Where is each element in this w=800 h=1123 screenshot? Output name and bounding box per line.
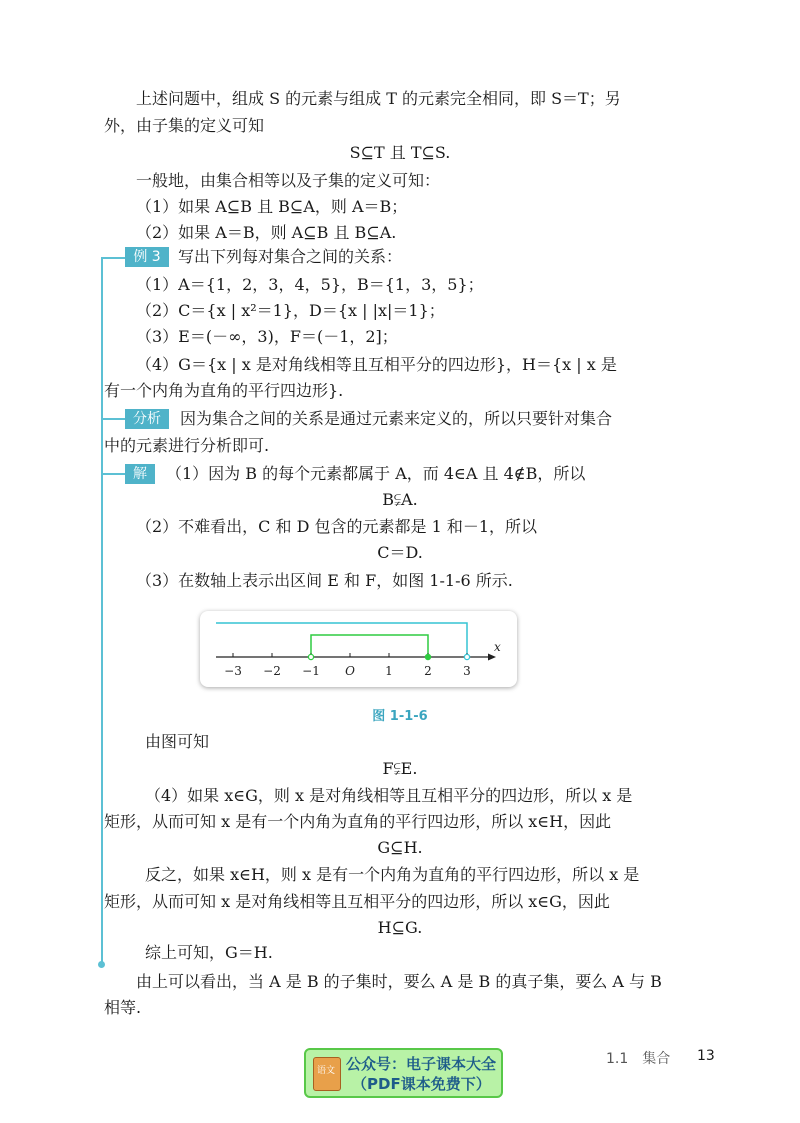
solution-line: 矩形，从而可知 x 是有一个内角为直角的平行四边形，所以 x∈H，因此 <box>104 812 612 831</box>
interval-f <box>311 635 428 657</box>
paragraph-line: （1）如果 A⊆B 且 B⊆A，则 A＝B； <box>136 197 408 216</box>
example-item: （2）C＝{x | x²＝1}，D＝{x | |x|＝1}； <box>136 301 445 320</box>
solution-line: 矩形，从而可知 x 是对角线相等且互相平分的四边形，所以 x∈G，因此 <box>104 892 610 911</box>
solution-line: （2）不难看出，C 和 D 包含的元素都是 1 和－1，所以 <box>136 517 538 536</box>
paragraph-line: 外，由子集的定义可知 <box>104 116 265 135</box>
display-equation: G⊆H. <box>377 838 423 857</box>
tick-label: 2 <box>424 664 432 678</box>
number-line-figure <box>200 611 517 687</box>
solution-line: 反之，如果 x∈H，则 x 是有一个内角为直角的平行四边形，所以 x 是 <box>145 865 640 884</box>
endpoint-closed <box>425 654 430 659</box>
tick-label: 1 <box>385 664 393 678</box>
analysis-connector <box>101 418 125 420</box>
endpoint-open <box>308 654 313 659</box>
closing-line: 由上可以看出，当 A 是 B 的子集时，要么 A 是 B 的真子集，要么 A 与 B <box>136 972 662 991</box>
analysis-line: 中的元素进行分析即可. <box>104 436 270 455</box>
solution-tag: 解 <box>125 464 155 484</box>
example-item: 有一个内角为直角的平行四边形}. <box>104 381 344 400</box>
endpoint-open <box>464 654 469 659</box>
display-equation: B⫋A. <box>382 490 418 509</box>
interval-e <box>216 623 467 657</box>
watermark-line2: （PDF课本免费下） <box>352 1075 491 1093</box>
solution-line: （3）在数轴上表示出区间 E 和 F，如图 1-1-6 所示. <box>136 571 513 590</box>
solution-line: （4）如果 x∈G，则 x 是对角线相等且互相平分的四边形，所以 x 是 <box>145 786 633 805</box>
axis-label: x <box>494 640 501 654</box>
tick-label: −2 <box>263 664 281 678</box>
watermark-line1: 公众号：电子课本大全 <box>346 1055 497 1073</box>
solution-conclusion: 综上可知，G＝H. <box>145 943 273 962</box>
number-line-chart <box>200 611 517 687</box>
solution-line: （1）因为 B 的每个元素都属于 A，而 4∈A 且 4∉B，所以 <box>166 464 586 483</box>
figure-caption: 图 1-1-6 <box>372 709 428 724</box>
tick-label: −1 <box>302 664 320 678</box>
solution-line: 由图可知 <box>145 732 210 751</box>
solution-connector <box>101 473 125 475</box>
tick-label: 3 <box>463 664 471 678</box>
paragraph-line: 一般地，由集合相等以及子集的定义可知： <box>136 171 441 190</box>
example-item: （3）E＝(－∞，3)，F＝(－1，2]； <box>136 327 398 346</box>
display-equation: F⫋E. <box>382 759 418 778</box>
display-equation: H⊆G. <box>377 918 423 937</box>
analysis-line: 因为集合之间的关系是通过元素来定义的，所以只要针对集合 <box>180 409 613 428</box>
example-tag: 例 3 <box>125 247 169 267</box>
tick-label: −3 <box>224 664 242 678</box>
page-number: 13 <box>697 1048 715 1064</box>
example-connector <box>101 257 125 259</box>
section-label: 1.1 集合 <box>606 1051 671 1067</box>
book-icon: 语文 <box>313 1057 341 1091</box>
example-item: （1）A＝{1，2，3，4，5}，B＝{1，3，5}； <box>136 275 484 294</box>
paragraph-line: 上述问题中，组成 S 的元素与组成 T 的元素完全相同，即 S＝T；另 <box>136 89 621 108</box>
paragraph-line: （2）如果 A＝B，则 A⊆B 且 B⊆A. <box>136 223 397 242</box>
example-item: （4）G＝{x | x 是对角线相等且互相平分的四边形}，H＝{x | x 是 <box>136 355 617 374</box>
display-equation: S⊆T 且 T⊆S. <box>349 143 451 162</box>
display-equation: C＝D. <box>377 543 423 562</box>
analysis-tag: 分析 <box>125 409 169 429</box>
example-intro: 写出下列每对集合之间的关系： <box>178 247 403 266</box>
axis-arrow <box>488 654 496 661</box>
watermark-banner <box>304 1048 503 1098</box>
closing-line: 相等. <box>104 998 142 1017</box>
side-bar-end-dot <box>98 961 105 968</box>
tick-label: O <box>345 664 355 678</box>
